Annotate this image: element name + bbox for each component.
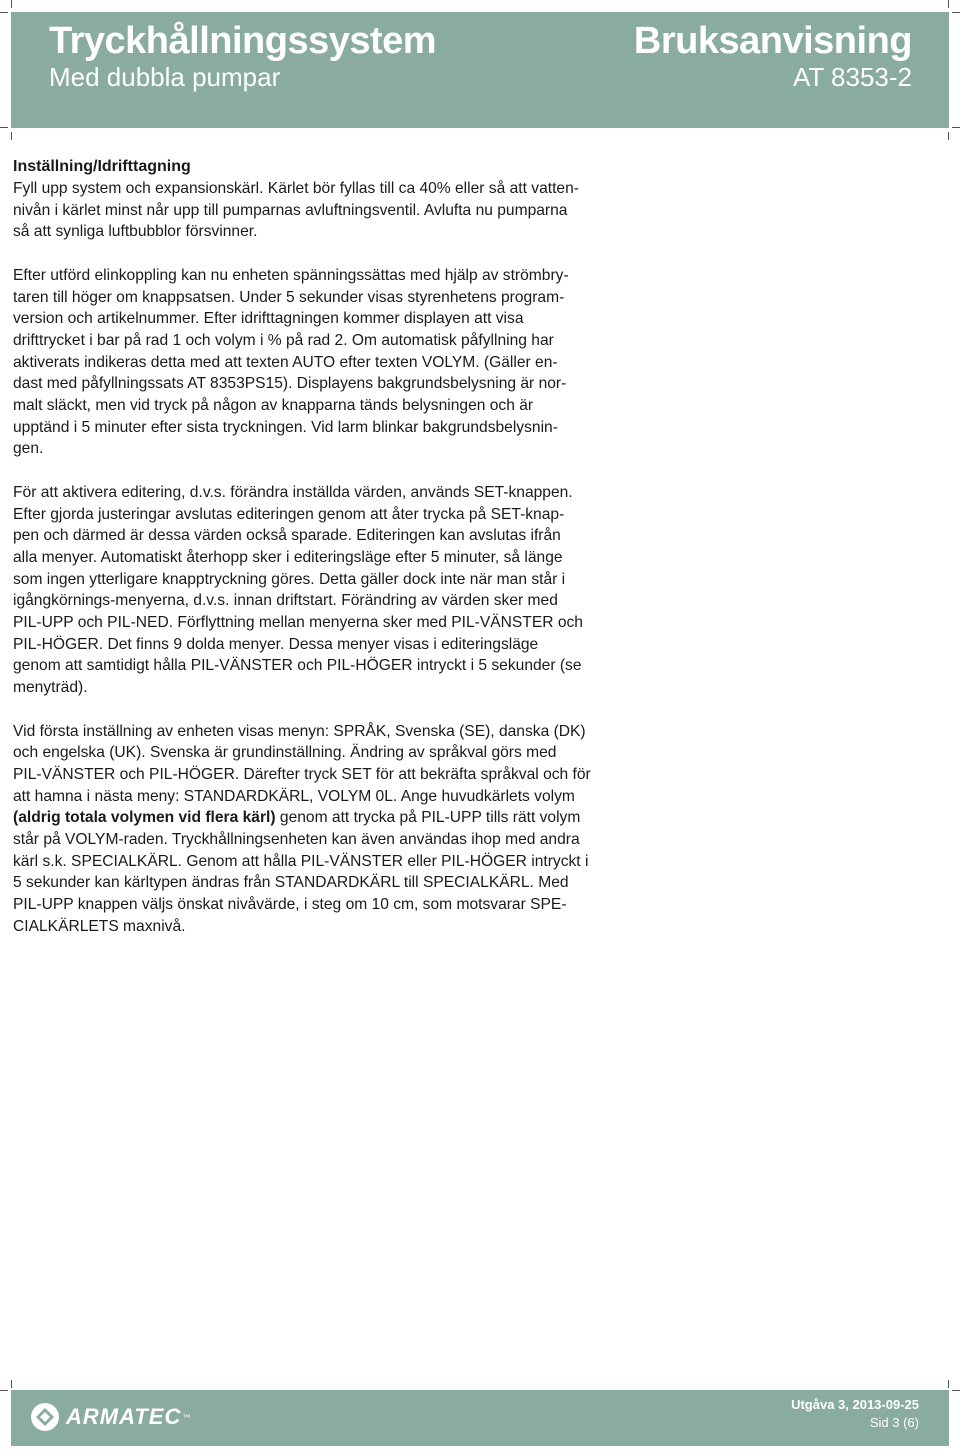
text-line: att hamna i nästa meny: STANDARDKÄRL, VOLYM 0L. Ange huvudkärlets volym: [13, 787, 575, 805]
text-line: så att synliga luftbubblor försvinner.: [13, 223, 258, 241]
paragraph-power-on: [13, 265, 665, 460]
text-line: 5 sekunder kan kärltypen ändras från STANDARDKÄRL till SPECIALKÄRL. Med: [13, 874, 569, 892]
text-line: Vid första inställning av enheten visas menyn: SPRÅK, Svenska (SE), danska (DK): [13, 722, 586, 740]
text-line: taren till höger om knappsatsen. Under 5 sekunder visas styrenhetens program-: [13, 288, 565, 306]
text-line: Fyll upp system och expansionskärl. Kärlet bör fyllas till ca 40% eller så att vatten-: [13, 180, 579, 197]
text-line: För att aktivera editering, d.v.s. förändra inställda värden, används SET-knappen.: [13, 483, 573, 501]
armatec-logo-icon: [30, 1402, 60, 1432]
page-number: Sid 3 (6): [869, 1415, 919, 1430]
crop-mark: [948, 1380, 949, 1388]
text-line: som ingen ytterligare knapptryckning göres. Detta gäller dock inte när man står i: [13, 570, 566, 588]
trademark-symbol: ™: [182, 1412, 191, 1422]
text-line: pen och därmed är dessa värden också sparade. Editeringen kan avslutas ifrån: [13, 527, 561, 545]
text-line: igångkörnings-menyerna, d.v.s. innan driftstart. Förändring av värden sker med: [13, 592, 558, 610]
paragraph-editing: [13, 482, 665, 699]
text-line: upptänd i 5 minuter efter sista tryckningen. Vid larm blinkar bakgrundsbelysnin-: [13, 418, 558, 436]
crop-mark: [948, 132, 949, 140]
text-line: [13, 807, 665, 829]
emphasis-text: (aldrig totala volymen vid flera kärl): [13, 809, 276, 827]
crop-mark: [952, 127, 960, 128]
text-line: Efter utförd elinkoppling kan nu enheten spänningssättas med hjälp av strömbry-: [13, 266, 569, 284]
text-line: PIL-UPP knappen väljs önskat nivåvärde, i steg om 10 cm, som motsvarar SPE-: [13, 896, 567, 914]
text-line: CIALKÄRLETS maxnivå.: [13, 917, 186, 935]
crop-mark: [11, 0, 12, 8]
logo-wordmark: ARMATEC: [66, 1404, 182, 1429]
crop-mark: [948, 0, 949, 8]
crop-mark: [11, 132, 12, 140]
text-line: och engelska (UK). Svenska är grundinställning. Ändring av språkval görs med: [13, 744, 557, 762]
crop-mark: [11, 1380, 12, 1388]
crop-mark: [952, 12, 960, 13]
text-line: gen.: [13, 440, 44, 458]
text-line: Efter gjorda justeringar avslutas editeringen genom att åter trycka på SET-knap-: [13, 505, 565, 523]
text-line: PIL-UPP och PIL-NED. Förflyttning mellan menyerna sker med PIL-VÄNSTER och: [13, 614, 583, 632]
text-line: alla menyer. Automatiskt återhopp sker i editeringsläge efter 5 minuter, så länge: [13, 548, 563, 566]
crop-mark: [0, 127, 8, 128]
paragraph-fill-system: [13, 178, 665, 243]
crop-mark: [0, 12, 8, 13]
crop-mark: [0, 1390, 8, 1391]
document-title: Tryckhållningssystem: [49, 20, 437, 62]
text-line: malt släckt, men vid tryck på någon av knapparna tänds belysningen och är: [13, 397, 534, 415]
paragraph-first-setup: [13, 721, 665, 938]
text-line: menyträd).: [13, 679, 88, 697]
edition-info: Utgåva 3, 2013-09-25: [791, 1397, 919, 1412]
document-subtitle: Med dubbla pumpar: [49, 62, 281, 92]
text-line: aktiverats indikeras detta med att texten AUTO efter texten VOLYM. (Gäller en-: [13, 353, 558, 371]
text-line: genom att samtidigt hålla PIL-VÄNSTER och PIL-HÖGER intryckt i 5 sekunder (se: [13, 657, 582, 675]
armatec-logo: [30, 1400, 190, 1434]
document-type: Bruksanvisning: [633, 20, 912, 62]
document-id: AT 8353-2: [792, 62, 912, 92]
text-line: version och artikelnummer. Efter idrifttagningen kommer displayen att visa: [13, 310, 524, 328]
text-line: nivån i kärlet minst når upp till pumparnas avluftningsventil. Avlufta nu pumparna: [13, 201, 568, 219]
text-line: drifttrycket i bar på rad 1 och volym i % på rad 2. Om automatisk påfyllning har: [13, 331, 554, 349]
text-line: kärl s.k. SPECIALKÄRL. Genom att hålla PIL-VÄNSTER eller PIL-HÖGER intryckt i: [13, 852, 589, 870]
text-line: PIL-VÄNSTER och PIL-HÖGER. Därefter tryck SET för att bekräfta språkval och för: [13, 765, 591, 783]
crop-mark: [952, 1390, 960, 1391]
text-line: står på VOLYM-raden. Tryckhållningsenheten kan även användas ihop med andra: [13, 831, 580, 849]
main-content: [13, 156, 665, 938]
section-heading: Inställning/Idrifttagning: [13, 158, 191, 175]
text-run: genom att trycka på PIL-UPP tills rätt volym: [275, 809, 581, 827]
text-line: PIL-HÖGER. Det finns 9 dolda menyer. Dessa menyer visas i editeringsläge: [13, 635, 539, 653]
text-line: dast med påfyllningssats AT 8353PS15). Displayens bakgrundsbelysning är nor-: [13, 375, 567, 393]
